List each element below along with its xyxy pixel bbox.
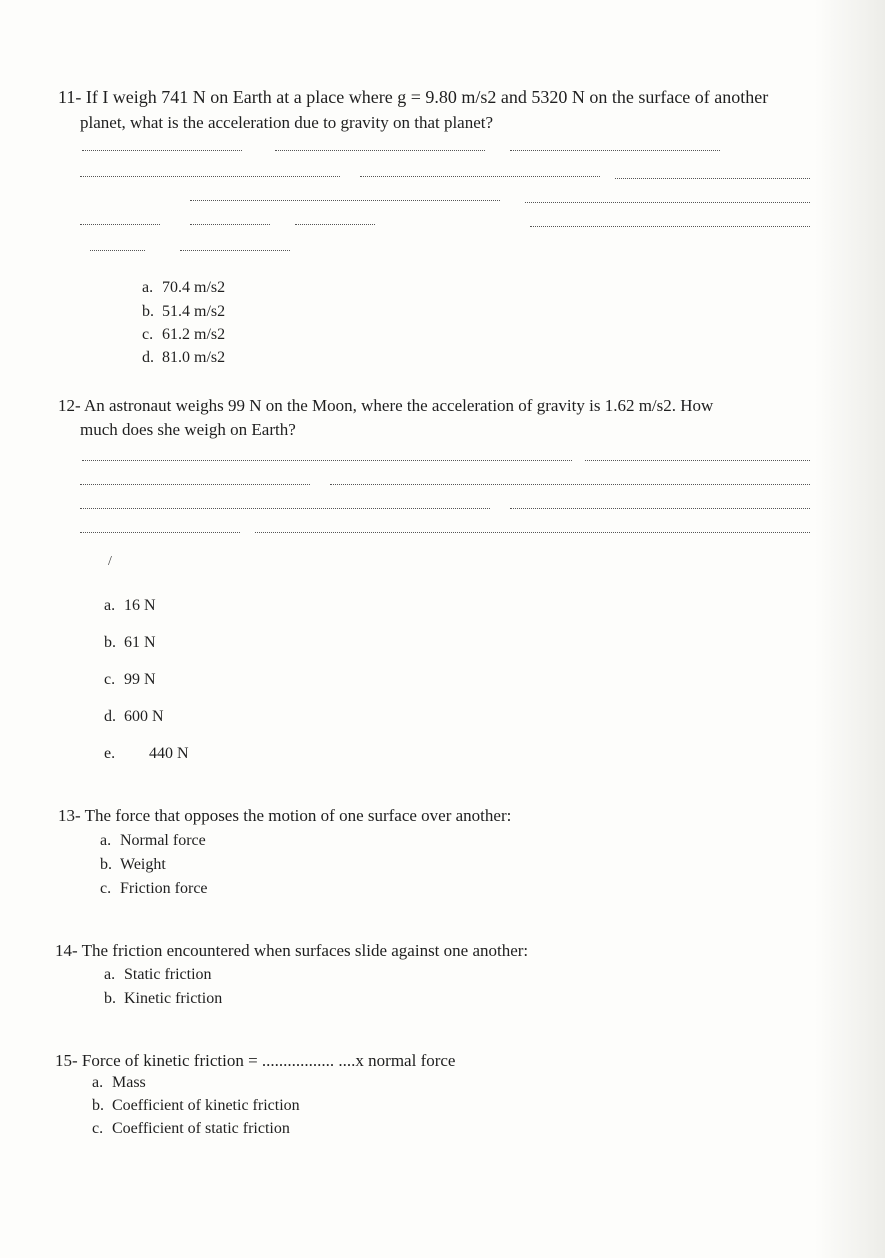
option-letter: c. — [104, 671, 116, 688]
option-text: Mass — [112, 1074, 146, 1091]
question-12-line-1: 12- An astronaut weighs 99 N on the Moon, where the acceleration of gravity is 1.62 m/s2. How — [58, 396, 714, 415]
question-12-option-b[interactable] — [104, 633, 156, 653]
question-13-option-b[interactable] — [100, 855, 166, 875]
question-13-option-a[interactable] — [100, 831, 206, 851]
option-letter: d. — [104, 708, 116, 725]
option-letter: a. — [100, 832, 112, 849]
option-letter: c. — [100, 880, 112, 897]
option-text: 81.0 m/s2 — [162, 349, 226, 366]
option-text: Weight — [120, 856, 166, 873]
question-15-option-a[interactable] — [92, 1073, 146, 1093]
question-14-option-b[interactable] — [104, 989, 222, 1009]
option-text: 440 N — [149, 745, 189, 762]
option-text: 61 N — [124, 634, 156, 651]
question-12-option-d[interactable] — [104, 707, 164, 727]
question-11-option-d[interactable] — [142, 348, 225, 368]
option-letter: b. — [142, 303, 154, 320]
option-letter: a. — [92, 1074, 104, 1091]
option-text: 600 N — [124, 708, 164, 725]
option-text: 16 N — [124, 597, 156, 614]
scan-edge-shadow — [815, 0, 885, 1258]
option-text: Friction force — [120, 880, 208, 897]
question-12-option-a[interactable] — [104, 596, 156, 616]
option-letter: b. — [92, 1097, 104, 1114]
question-15-option-c[interactable] — [92, 1119, 290, 1139]
option-letter: a. — [142, 279, 154, 296]
question-11-option-a[interactable] — [142, 278, 225, 298]
option-letter: a. — [104, 966, 116, 983]
option-letter: b. — [104, 990, 116, 1007]
option-letter: a. — [104, 597, 116, 614]
question-11-option-b[interactable] — [142, 302, 225, 322]
question-13-text: 13- The force that opposes the motion of one surface over another: — [58, 806, 512, 825]
option-text: Coefficient of static friction — [112, 1120, 290, 1137]
question-12-option-c[interactable] — [104, 670, 156, 690]
question-12-line-2: much does she weigh on Earth? — [80, 420, 296, 439]
question-14-option-a[interactable] — [104, 965, 212, 985]
question-11-option-c[interactable] — [142, 325, 225, 345]
option-text: 61.2 m/s2 — [162, 326, 226, 343]
option-letter: d. — [142, 349, 154, 366]
option-text: Static friction — [124, 966, 212, 983]
option-letter: e. — [104, 745, 116, 762]
question-15-text: 15- Force of kinetic friction = ................. ....x normal force — [55, 1051, 456, 1070]
option-text: 99 N — [124, 671, 156, 688]
question-11-line-1: 11- If I weigh 741 N on Earth at a place where g = 9.80 m/s2 and 5320 N on the surface of another — [58, 87, 769, 107]
option-letter: b. — [100, 856, 112, 873]
option-text: Kinetic friction — [124, 990, 223, 1007]
question-11-line-2: planet, what is the acceleration due to gravity on that planet? — [80, 113, 494, 132]
question-13-option-c[interactable] — [100, 879, 208, 899]
option-letter: c. — [92, 1120, 104, 1137]
question-12-option-e[interactable] — [104, 744, 189, 764]
question-14-text: 14- The friction encountered when surfaces slide against one another: — [55, 941, 529, 960]
option-letter: b. — [104, 634, 116, 651]
option-text: 70.4 m/s2 — [162, 279, 226, 296]
option-text: Normal force — [120, 832, 206, 849]
question-15-option-b[interactable] — [92, 1096, 300, 1116]
option-letter: c. — [142, 326, 154, 343]
stray-pen-mark: / — [108, 554, 112, 569]
option-text: Coefficient of kinetic friction — [112, 1097, 300, 1114]
option-text: 51.4 m/s2 — [162, 303, 226, 320]
